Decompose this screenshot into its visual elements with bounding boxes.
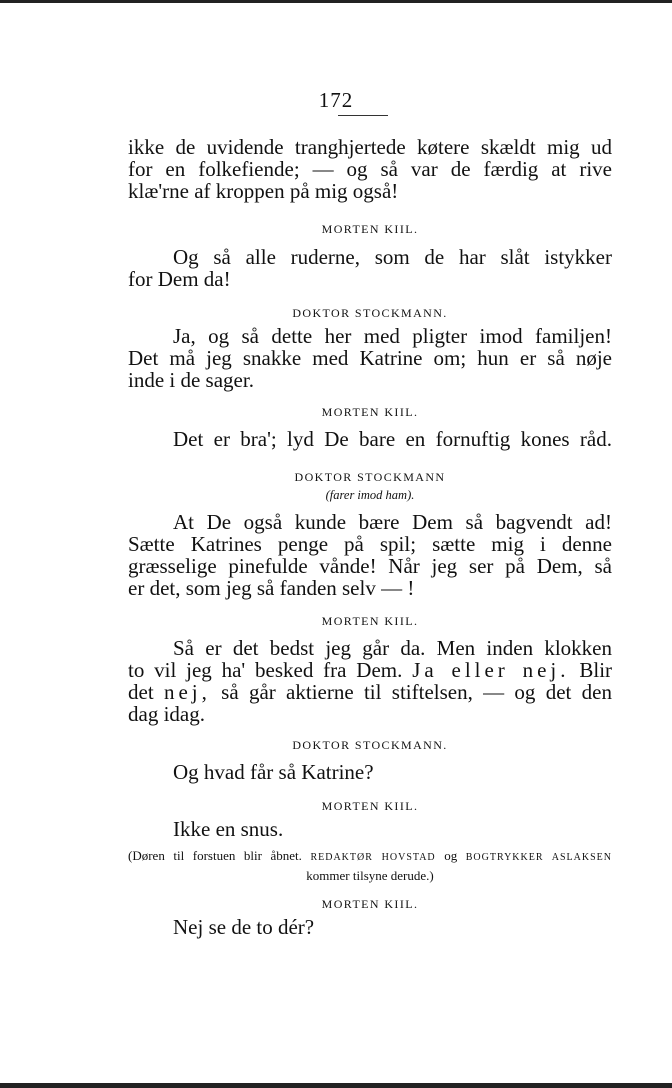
text-segment: Blir	[579, 658, 613, 682]
dialogue-paragraph	[128, 325, 612, 391]
text-line: At De også kunde bære Dem så bagvendt ad!	[173, 510, 612, 534]
text-line: ikke de uvidende tranghjertede køtere skældt mig ud	[128, 135, 612, 159]
text-line: Nej se de to dér?	[173, 915, 315, 939]
text-segment: to vil jeg ha' besked fra Dem.	[128, 658, 403, 682]
text-line: dag idag.	[128, 702, 205, 726]
stage-direction	[128, 846, 612, 886]
speaker-name: MORTEN KIIL.	[321, 405, 419, 419]
dialogue-paragraph	[128, 637, 612, 725]
text-segment: det	[128, 680, 154, 704]
page-number-rule	[338, 115, 388, 116]
text-segment: (Døren til forstuen blir åbnet.	[128, 848, 302, 863]
dialogue-paragraph	[128, 428, 612, 450]
page-edge-top	[0, 0, 672, 3]
speaker-name: MORTEN KIIL.	[321, 799, 419, 813]
text-line: Det må jeg snakke med Katrine om; hun er så nøje	[128, 346, 612, 370]
speaker-name: DOKTOR STOCKMANN.	[292, 738, 448, 752]
dialogue-paragraph	[128, 246, 612, 290]
page-edge-bottom	[0, 1083, 672, 1088]
page-number: 172	[318, 88, 354, 112]
speaker-name: DOKTOR STOCKMANN.	[292, 306, 448, 320]
stage-direction: (farer imod ham).	[325, 488, 415, 502]
emphasized-text: Ja eller nej.	[412, 658, 570, 682]
speaker-name: MORTEN KIIL.	[321, 614, 419, 628]
text-line: klæ'rne af kroppen på mig også!	[128, 179, 399, 203]
character-name: BOGTRYKKER ASLAKSEN	[465, 852, 613, 863]
text-line: inde i de sager.	[128, 368, 254, 392]
stage-line: kommer tilsyne derude.)	[306, 868, 434, 883]
text-line: er det, som jeg så fanden selv — !	[128, 576, 415, 600]
text-line: Så er det bedst jeg går da. Men inden klokken	[173, 636, 612, 660]
emphasized-text: nej,	[163, 680, 211, 704]
dialogue-paragraph	[128, 916, 612, 938]
text-line: Og så alle ruderne, som de har slåt istykker	[173, 245, 612, 269]
text-line: græsselige pinefulde vånde! Når jeg ser på Dem, så	[128, 554, 612, 578]
text-line	[128, 659, 612, 681]
speaker-name: MORTEN KIIL.	[321, 897, 419, 911]
text-line	[128, 681, 612, 703]
character-name: REDAKTØR HOVSTAD	[310, 852, 436, 863]
dialogue-paragraph	[128, 818, 612, 840]
text-line: Det er bra'; lyd De bare en fornuftig kones råd.	[173, 427, 612, 451]
text-line: Ikke en snus.	[173, 817, 284, 841]
text-line: Og hvad får så Katrine?	[173, 760, 374, 784]
dialogue-paragraph	[128, 511, 612, 599]
speaker-name: DOKTOR STOCKMANN	[294, 470, 446, 484]
text-line: Sætte Katrines penge på spil; sætte mig i denne	[128, 532, 612, 556]
speaker-name: MORTEN KIIL.	[321, 222, 419, 236]
text-line: Ja, og så dette her med pligter imod familjen!	[173, 324, 612, 348]
text-line: for Dem da!	[128, 267, 231, 291]
dialogue-paragraph	[128, 136, 612, 202]
stage-line	[128, 846, 612, 866]
text-segment: og	[444, 848, 458, 863]
dialogue-paragraph	[128, 761, 612, 783]
text-line: for en folkefiende; — og så var de færdig at rive	[128, 157, 612, 181]
text-segment: så går aktierne til stiftelsen, — og det den	[221, 680, 612, 704]
